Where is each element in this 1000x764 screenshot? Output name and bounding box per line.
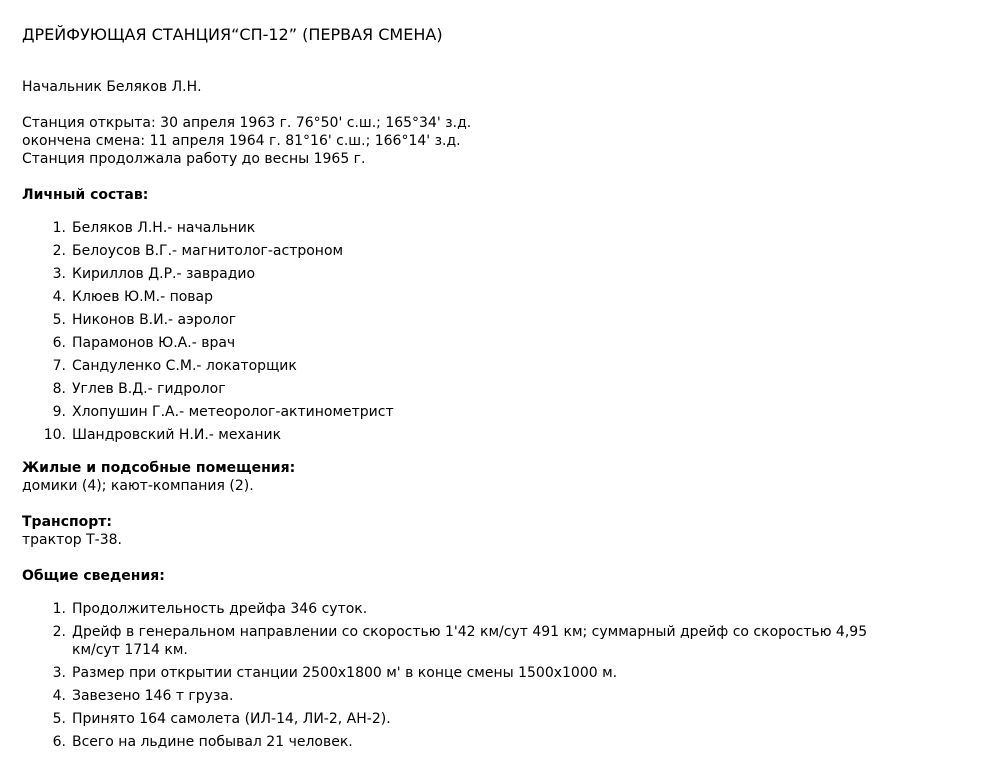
list-item-number: 6.: [52, 734, 66, 750]
list-item-text: Шандровский Н.И.- механик: [72, 427, 282, 443]
list-item-text: Сандуленко С.М.- локаторщик: [72, 358, 297, 374]
list-item: [22, 664, 882, 687]
list-item: [22, 600, 882, 623]
page-title: ДРЕЙФУЮЩАЯ СТАНЦИЯ“СП-12” (ПЕРВАЯ СМЕНА): [22, 25, 443, 44]
list-item-text: Принято 164 самолета (ИЛ-14, ЛИ-2, АН-2).: [72, 711, 391, 727]
list-item-text: Хлопушин Г.А.- метеоролог-актинометрист: [72, 404, 394, 420]
list-item-text: Белоусов В.Г.- магнитолог-астроном: [72, 243, 344, 259]
housing-heading: Жилые и подсобные помещения:: [22, 460, 296, 476]
list-item-text: Размер при открытии станции 2500х1800 м' в конце смены 1500х1000 м.: [72, 665, 618, 681]
personnel-heading: Личный состав:: [22, 187, 149, 203]
list-item-number: 9.: [52, 404, 66, 420]
list-item-number: 6.: [52, 335, 66, 351]
chief-line: Начальник Беляков Л.Н.: [22, 79, 202, 95]
transport-text: трактор Т-38.: [22, 532, 123, 548]
list-item: [22, 219, 394, 242]
list-item-number: 5.: [52, 312, 66, 328]
list-item: [22, 380, 394, 403]
list-item: [22, 687, 882, 710]
list-item-text: Беляков Л.Н.- начальник: [72, 220, 256, 236]
list-item-text: Кириллов Д.Р.- завpадио: [72, 266, 256, 282]
list-item: [22, 288, 394, 311]
list-item-number: 7.: [52, 358, 66, 374]
list-item-text: Клюев Ю.М.- повар: [72, 289, 214, 305]
list-item: [22, 311, 394, 334]
list-item-number: 1.: [52, 220, 66, 236]
list-item: [22, 403, 394, 426]
general-list: [22, 600, 882, 756]
list-item-text: Углев В.Д.- гидролог: [72, 381, 226, 397]
list-item: [22, 710, 882, 733]
list-item-number: 4.: [52, 289, 66, 305]
list-item-number: 3.: [52, 665, 66, 681]
personnel-list: [22, 219, 394, 449]
list-item-number: 1.: [52, 601, 66, 617]
list-item-text: Завезено 146 т груза.: [72, 688, 234, 704]
list-item: [22, 357, 394, 380]
list-item-number: 5.: [52, 711, 66, 727]
list-item-text: Дрейф в генеральном направлении со скоростью 1'42 км/сут 491 км; суммарный дрейф со скоростью 4,95 км/сут 1714 км.: [72, 624, 868, 658]
list-item-text: Продолжительность дрейфа 346 суток.: [72, 601, 368, 617]
list-item-number: 3.: [52, 266, 66, 282]
list-item: [22, 242, 394, 265]
list-item: [22, 623, 882, 664]
station-opened-line: Станция открыта: 30 апреля 1963 г. 76°50' с.ш.; 165°34' з.д.: [22, 115, 472, 131]
list-item-text: Всего на льдине побывал 21 человек.: [72, 734, 353, 750]
list-item-number: 4.: [52, 688, 66, 704]
list-item-text: Парамонов Ю.А.- врач: [72, 335, 236, 351]
list-item-number: 8.: [52, 381, 66, 397]
general-heading: Общие сведения:: [22, 568, 165, 584]
transport-heading: Транспорт:: [22, 514, 113, 530]
list-item: [22, 334, 394, 357]
list-item: [22, 265, 394, 288]
list-item-text: Никонов В.И.- аэролог: [72, 312, 237, 328]
list-item-number: 2.: [52, 624, 66, 640]
station-continued-line: Станция продолжала работу до весны 1965 г.: [22, 151, 366, 167]
list-item-number: 2.: [52, 243, 66, 259]
list-item-number: 10.: [43, 427, 66, 443]
list-item: [22, 733, 882, 756]
list-item: [22, 426, 394, 449]
housing-text: домики (4); кают-компания (2).: [22, 478, 254, 494]
shift-ended-line: окончена смена: 11 апреля 1964 г. 81°16' с.ш.; 166°14' з.д.: [22, 133, 461, 149]
